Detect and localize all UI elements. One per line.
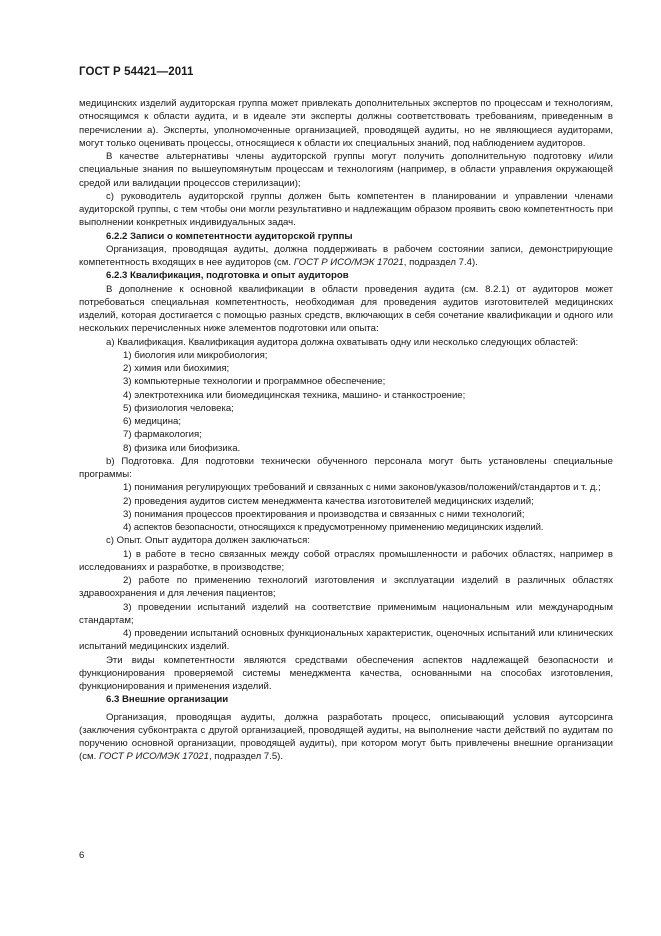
paragraph: Организация, проводящая аудиты, должна поддерживать в рабочем состоянии записи, демонстрирующие компетентность входящих в нее аудиторов (см. ГОСТ Р ИСО/МЭК 17021, подраздел 7.4). (79, 243, 613, 268)
sublist-item: 4) аспектов безопасности, относящихся к предусмотренному применению медицинских изделий. (123, 522, 544, 533)
sublist-item: 1) понимания регулирующих требований и связанных с ними законов/указов/положений/стандартов и т. д.; (123, 482, 601, 494)
sublist-item: 8) физика или биофизика. (123, 442, 241, 454)
sublist-item: 1) в работе в тесно связанных между собой отраслях промышленности и рабочих областях, например в исследованиях и разработке, в производстве; (79, 548, 613, 573)
sublist-item: 7) фармакология; (123, 429, 202, 441)
sublist-item: 6) медицина; (123, 416, 182, 427)
sublist-item: 2) проведения аудитов систем менеджмента качества изготовителей медицинских изделий; (123, 495, 534, 507)
paragraph: Организация, проводящая аудиты, должна разработать процесс, описывающий условия аутсорсинга (заключения субконтракта с другой организацией, проводящей аудиты, на выполнение части действий по аудитам по поручению основной организации, проводящей аудиты), при котором могут быть привлечены внешние организации (см. ГОСТ Р ИСО/МЭК 17021, подраздел 7.5). (79, 711, 613, 763)
sublist-item: 4) электротехника или биомедицинская техника, машино- и станкостроение; (123, 389, 466, 401)
list-item: c) руководитель аудиторской группы должен быть компетентен в планировании и управлении членами аудиторской группы, с тем чтобы они могли результативно и надлежащим образом проявить свою компетентность при выполнении конкретных индивидуальных задач. (79, 190, 613, 229)
list-item: c) Опыт. Опыт аудитора должен заключаться: (106, 535, 310, 547)
paragraph: Эти виды компетентности являются средствами обеспечения аспектов надлежащей безопасности и функционирования проверяемой системы менеджмента качества, основанными на способах изготовления, функционирования и применения изделий. (79, 654, 613, 692)
paragraph: В дополнение к основной квалификации в области проведения аудита (см. 8.2.1) от аудиторов может потребоваться специальная компетентность, необходимая для проведения аудитов изготовителей медицинских изделий, которая достигается с помощью разных средств, включающих в себя сочетание квалификации и одного или нескольких перечисленных ниже элементов подготовки или опыта: (79, 283, 613, 335)
section-heading: 6.2.3 Квалификация, подготовка и опыт аудиторов (106, 270, 349, 282)
section-heading: 6.3 Внешние организации (106, 694, 229, 706)
list-item: b) Подготовка. Для подготовки технически обученного персонала могут быть установлены специальные программы: (79, 455, 613, 480)
sublist-item: 3) проведении испытаний изделий на соответствие применимым национальным или международным стандартам; (79, 601, 613, 626)
document-header: ГОСТ Р 54421—2011 (79, 66, 194, 78)
section-heading: 6.2.2 Записи о компетентности аудиторской группы (106, 230, 353, 242)
paragraph: В качестве альтернативы члены аудиторской группы могут получить дополнительную подготовку и/или специальные знания по вышеупомянутым процессам и технологиям (например, в области управления окружающей средой или валидации процессов стерилизации); (79, 151, 613, 189)
sublist-item: 3) компьютерные технологии и программное обеспечение; (123, 376, 386, 388)
paragraph: медицинских изделий аудиторская группа может привлекать дополнительных экспертов по процессам и технологиям, относящимся к области аудита, и в идеале эти эксперты должны соответствовать требованиям, приведенным в перечислении а). Эксперты, уполномоченные организацией, проводящей аудиты, но не являющиеся аудиторами, могут только оценивать процессы, относящиеся к области их специальных знаний, под наблюдением аудиторов. (79, 98, 613, 149)
sublist-item: 5) физиология человека; (123, 402, 234, 414)
sublist-item: 4) проведении испытаний основных функциональных характеристик, оценочных испытаний или клинических испытаний медицинских изделий. (79, 628, 613, 653)
sublist-item: 1) биология или микробиология; (123, 349, 268, 361)
list-item: а) Квалификация. Квалификация аудитора должна охватывать одну или несколько следующих областей: (106, 336, 579, 348)
standard-reference: ГОСТ Р ИСО/МЭК 17021 (293, 257, 404, 268)
page-number: 6 (79, 850, 85, 861)
sublist-item: 3) понимания процессов проектирования и производства и связанных с ними технологий; (123, 508, 525, 520)
standard-reference: ГОСТ Р ИСО/МЭК 17021 (98, 751, 209, 763)
document-body (79, 97, 613, 764)
sublist-item: 2) работе по применению технологий изготовления и эксплуатации изделий в различных областях здравоохранения и для лечения пациентов; (79, 575, 613, 600)
sublist-item: 2) химия или биохимия; (123, 363, 230, 374)
